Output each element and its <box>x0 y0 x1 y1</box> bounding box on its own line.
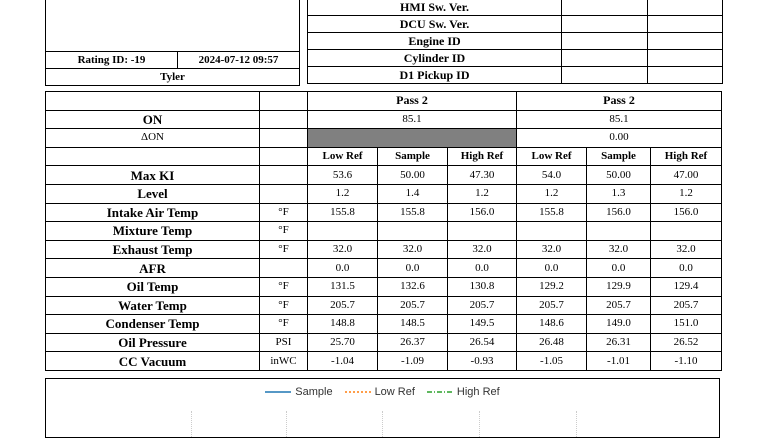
row-value: 0.0 <box>308 259 378 278</box>
row-unit: inWC <box>260 352 308 371</box>
cylinder-id-value <box>562 50 648 67</box>
row-unit: °F <box>260 315 308 334</box>
row-value: 156.0 <box>448 203 517 222</box>
legend-line-icon <box>427 389 453 395</box>
dcu-version-label: DCU Sw. Ver. <box>308 16 562 33</box>
row-unit: °F <box>260 277 308 296</box>
row-unit: °F <box>260 222 308 241</box>
cylinder-id-extra <box>648 50 723 67</box>
row-value: -0.93 <box>448 352 517 371</box>
row-label: CC Vacuum <box>46 352 260 371</box>
row-value: 25.70 <box>308 333 378 352</box>
row-value: 129.2 <box>517 277 587 296</box>
row-label: Condenser Temp <box>46 315 260 334</box>
row-unit: °F <box>260 240 308 259</box>
row-label: Max KI <box>46 166 260 185</box>
pass-2-header: Pass 2 <box>517 92 722 111</box>
dcu-version-value <box>562 16 648 33</box>
row-value: 47.00 <box>651 166 722 185</box>
row-value: 0.0 <box>378 259 448 278</box>
pass-2-high-ref-header: High Ref <box>651 147 722 166</box>
row-value: 32.0 <box>448 240 517 259</box>
row-unit <box>260 184 308 203</box>
legend-label: High Ref <box>456 386 500 398</box>
table-row <box>46 259 722 278</box>
pass-1-sample-header: Sample <box>378 147 448 166</box>
measurement-rows <box>46 166 722 371</box>
on-unit <box>260 110 308 129</box>
pass-2-sample-header: Sample <box>587 147 651 166</box>
row-value: -1.10 <box>651 352 722 371</box>
row-value: 32.0 <box>587 240 651 259</box>
row-value <box>308 222 378 241</box>
legend-line-icon <box>265 389 291 395</box>
row-value: 0.0 <box>517 259 587 278</box>
row-label: Exhaust Temp <box>46 240 260 259</box>
rating-info-table <box>45 0 300 86</box>
row-value: 1.3 <box>587 184 651 203</box>
row-unit: PSI <box>260 333 308 352</box>
row-value: 32.0 <box>308 240 378 259</box>
row-value: 129.4 <box>651 277 722 296</box>
row-value: 155.8 <box>517 203 587 222</box>
table-row <box>46 333 722 352</box>
row-value: 47.30 <box>448 166 517 185</box>
row-value: 205.7 <box>587 296 651 315</box>
rating-results-table <box>45 91 722 371</box>
delta-on-label: ΔON <box>46 129 260 148</box>
row-label: Level <box>46 184 260 203</box>
pickup-id-label: D1 Pickup ID <box>308 67 562 84</box>
row-value: 148.8 <box>308 315 378 334</box>
hmi-version-extra <box>648 0 723 16</box>
delta-on-pass-1-value <box>308 129 517 148</box>
legend-item <box>345 386 415 398</box>
row-value: 1.2 <box>308 184 378 203</box>
row-value: 205.7 <box>308 296 378 315</box>
row-value: 32.0 <box>517 240 587 259</box>
on-pass-2-value: 85.1 <box>517 110 722 129</box>
pass-1-high-ref-header: High Ref <box>448 147 517 166</box>
pickup-id-value <box>562 67 648 84</box>
pass-1-low-ref-header: Low Ref <box>308 147 378 166</box>
row-value: 205.7 <box>448 296 517 315</box>
row-unit: °F <box>260 203 308 222</box>
row-value: -1.01 <box>587 352 651 371</box>
unit-header-cell <box>260 92 308 111</box>
table-row <box>46 222 722 241</box>
row-value <box>651 222 722 241</box>
row-label: Oil Pressure <box>46 333 260 352</box>
table-row <box>46 296 722 315</box>
row-label: Mixture Temp <box>46 222 260 241</box>
delta-on-unit <box>260 129 308 148</box>
row-value: 1.4 <box>378 184 448 203</box>
grid-line <box>576 411 577 437</box>
row-value: 129.9 <box>587 277 651 296</box>
row-value <box>378 222 448 241</box>
row-value: 32.0 <box>378 240 448 259</box>
row-value: 155.8 <box>308 203 378 222</box>
rating-id: Rating ID: -19 <box>46 52 178 69</box>
legend-label: Sample <box>295 386 333 398</box>
grid-line <box>382 411 383 437</box>
hmi-version-label: HMI Sw. Ver. <box>308 0 562 16</box>
table-row <box>46 240 722 259</box>
row-value: 1.2 <box>517 184 587 203</box>
row-unit <box>260 259 308 278</box>
chart-legend <box>46 386 719 398</box>
row-value: 26.37 <box>378 333 448 352</box>
row-value: 131.5 <box>308 277 378 296</box>
version-info-table <box>307 0 723 84</box>
operator-name: Tyler <box>46 69 300 86</box>
row-value: 130.8 <box>448 277 517 296</box>
row-label: Oil Temp <box>46 277 260 296</box>
row-value: -1.09 <box>378 352 448 371</box>
rating-datetime: 2024-07-12 09:57 <box>178 52 300 69</box>
row-value: 155.8 <box>378 203 448 222</box>
row-value: 205.7 <box>517 296 587 315</box>
row-value: 1.2 <box>651 184 722 203</box>
subhead-unit-blank <box>260 147 308 166</box>
cylinder-id-label: Cylinder ID <box>308 50 562 67</box>
pass-1-header: Pass 2 <box>308 92 517 111</box>
row-value <box>587 222 651 241</box>
legend-label: Low Ref <box>374 386 415 398</box>
legend-item <box>265 386 332 398</box>
delta-on-pass-2-value: 0.00 <box>517 129 722 148</box>
blank-cell <box>46 0 300 52</box>
row-value: 1.2 <box>448 184 517 203</box>
row-label: Water Temp <box>46 296 260 315</box>
row-value: -1.05 <box>517 352 587 371</box>
row-value: 156.0 <box>651 203 722 222</box>
table-row <box>46 184 722 203</box>
grid-line <box>191 411 192 437</box>
row-value: 0.0 <box>448 259 517 278</box>
hmi-version-value <box>562 0 648 16</box>
row-value: 148.6 <box>517 315 587 334</box>
row-value: 205.7 <box>378 296 448 315</box>
legend-line-icon <box>345 389 371 395</box>
row-value: 205.7 <box>651 296 722 315</box>
row-value: 149.5 <box>448 315 517 334</box>
row-value: 151.0 <box>651 315 722 334</box>
row-value: 0.0 <box>651 259 722 278</box>
table-row <box>46 166 722 185</box>
row-value: 149.0 <box>587 315 651 334</box>
table-row <box>46 352 722 371</box>
row-value: 0.0 <box>587 259 651 278</box>
pickup-id-extra <box>648 67 723 84</box>
engine-id-extra <box>648 33 723 50</box>
row-value: -1.04 <box>308 352 378 371</box>
row-value: 148.5 <box>378 315 448 334</box>
corner-cell <box>46 92 260 111</box>
row-value: 32.0 <box>651 240 722 259</box>
grid-line <box>286 411 287 437</box>
on-label: ON <box>46 110 260 129</box>
trend-chart <box>45 378 720 438</box>
table-row <box>46 277 722 296</box>
grid-line <box>479 411 480 437</box>
pass-2-low-ref-header: Low Ref <box>517 147 587 166</box>
subhead-blank <box>46 147 260 166</box>
table-row <box>46 315 722 334</box>
row-unit: °F <box>260 296 308 315</box>
row-value: 26.31 <box>587 333 651 352</box>
engine-id-value <box>562 33 648 50</box>
row-value: 26.52 <box>651 333 722 352</box>
row-value: 26.54 <box>448 333 517 352</box>
legend-item <box>427 386 500 398</box>
row-label: Intake Air Temp <box>46 203 260 222</box>
row-value: 53.6 <box>308 166 378 185</box>
row-value <box>448 222 517 241</box>
engine-id-label: Engine ID <box>308 33 562 50</box>
row-value: 132.6 <box>378 277 448 296</box>
row-label: AFR <box>46 259 260 278</box>
dcu-version-extra <box>648 16 723 33</box>
row-value: 54.0 <box>517 166 587 185</box>
row-value: 50.00 <box>378 166 448 185</box>
row-unit <box>260 166 308 185</box>
row-value: 156.0 <box>587 203 651 222</box>
table-row <box>46 203 722 222</box>
on-pass-1-value: 85.1 <box>308 110 517 129</box>
row-value <box>517 222 587 241</box>
row-value: 26.48 <box>517 333 587 352</box>
row-value: 50.00 <box>587 166 651 185</box>
